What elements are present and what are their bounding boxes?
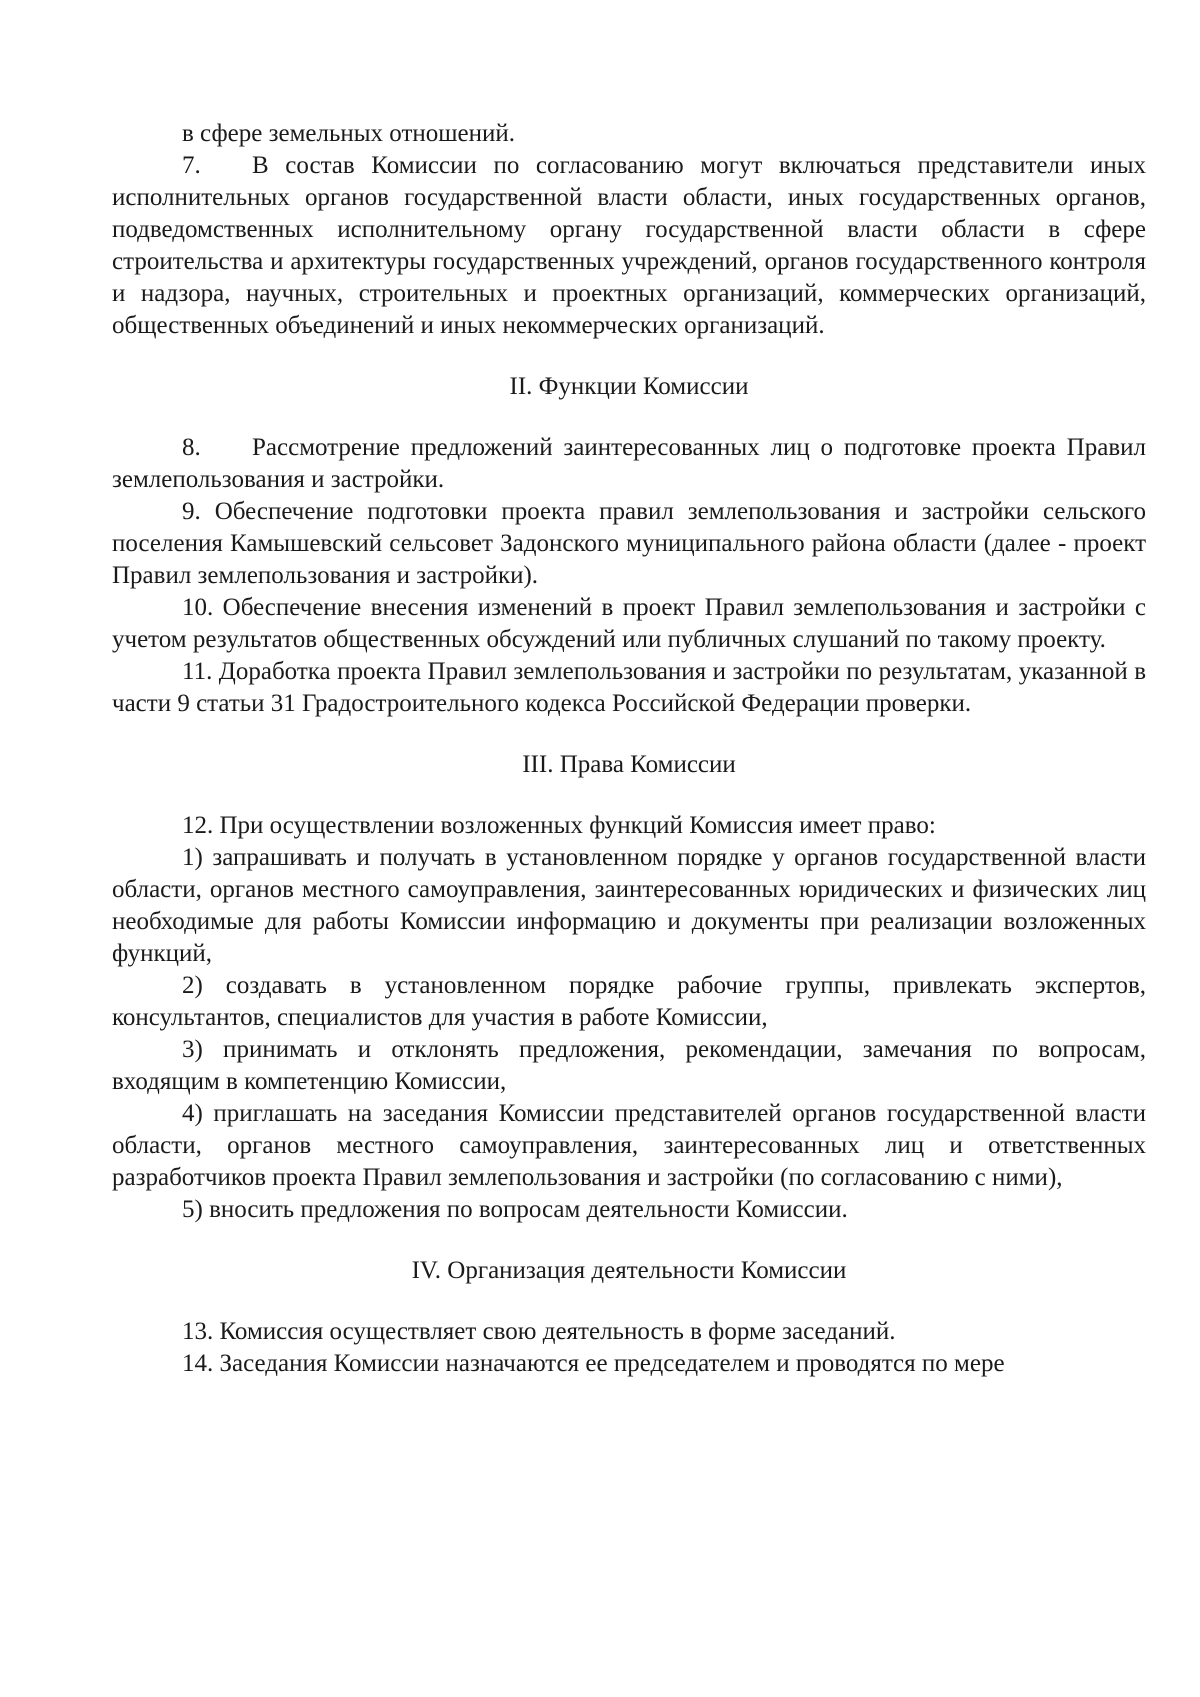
document-page xyxy=(112,118,1146,1380)
paragraph-12-item-4: 4) приглашать на заседания Комиссии представителей органов государственной власти области, органов местного самоуправления, заинтересованных лиц и ответственных разработчиков проекта Правил землепользования и застройки (по согласованию с ними), xyxy=(112,1100,1146,1191)
section-heading-2: II. Функции Комиссии xyxy=(509,373,749,400)
paragraph-7 xyxy=(112,150,1146,342)
paragraph-12-item-5: 5) вносить предложения по вопросам деятельности Комиссии. xyxy=(182,1196,848,1223)
paragraph-12-item-3: 3) принимать и отклонять предложения, рекомендации, замечания по вопросам, входящим в компетенцию Комиссии, xyxy=(112,1036,1146,1095)
paragraph-8-number: 8. xyxy=(182,434,201,461)
paragraph-8-text: Рассмотрение предложений заинтересованных лиц о подготовке проекта Правил землепользования и застройки. xyxy=(112,434,1146,493)
paragraph-12-item-1: 1) запрашивать и получать в установленном порядке у органов государственной власти области, органов местного самоуправления, заинтересованных юридических и физических лиц необходимые для работы Комиссии информацию и документы при реализации возложенных функций, xyxy=(112,844,1146,967)
section-heading-4: IV. Организация деятельности Комиссии xyxy=(411,1257,847,1284)
paragraph-7-number: 7. xyxy=(182,152,201,179)
paragraph-8 xyxy=(112,432,1146,496)
paragraph-14: 14. Заседания Комиссии назначаются ее председателем и проводятся по мере xyxy=(182,1350,1005,1377)
paragraph-9: 9. Обеспечение подготовки проекта правил землепользования и застройки сельского поселения Камышевский сельсовет Задонского муниципального района области (далее - проект Правил землепользования и застройки). xyxy=(112,498,1146,589)
paragraph-7-text: В состав Комиссии по согласованию могут включаться представители иных исполнительных органов государственной власти области, иных государственных органов, подведомственных исполнительному органу государственной власти области в сфере строительства и архитектуры государственных учреждений, органов государственного контроля и надзора, научных, строительных и проектных организаций, коммерческих организаций, общественных объединений и иных некоммерческих организаций. xyxy=(112,152,1146,339)
paragraph-continuation: в сфере земельных отношений. xyxy=(182,120,515,147)
paragraph-10: 10. Обеспечение внесения изменений в проект Правил землепользования и застройки с учетом результатов общественных обсуждений или публичных слушаний по такому проекту. xyxy=(112,594,1146,653)
section-heading-3: III. Права Комиссии xyxy=(522,751,736,778)
paragraph-12-item-2: 2) создавать в установленном порядке рабочие группы, привлекать экспертов, консультантов, специалистов для участия в работе Комиссии, xyxy=(112,972,1146,1031)
paragraph-13: 13. Комиссия осуществляет свою деятельность в форме заседаний. xyxy=(182,1318,896,1345)
paragraph-12: 12. При осуществлении возложенных функций Комиссия имеет право: xyxy=(182,812,936,839)
paragraph-11: 11. Доработка проекта Правил землепользования и застройки по результатам, указанной в части 9 статьи 31 Градостроительного кодекса Российской Федерации проверки. xyxy=(112,658,1146,717)
